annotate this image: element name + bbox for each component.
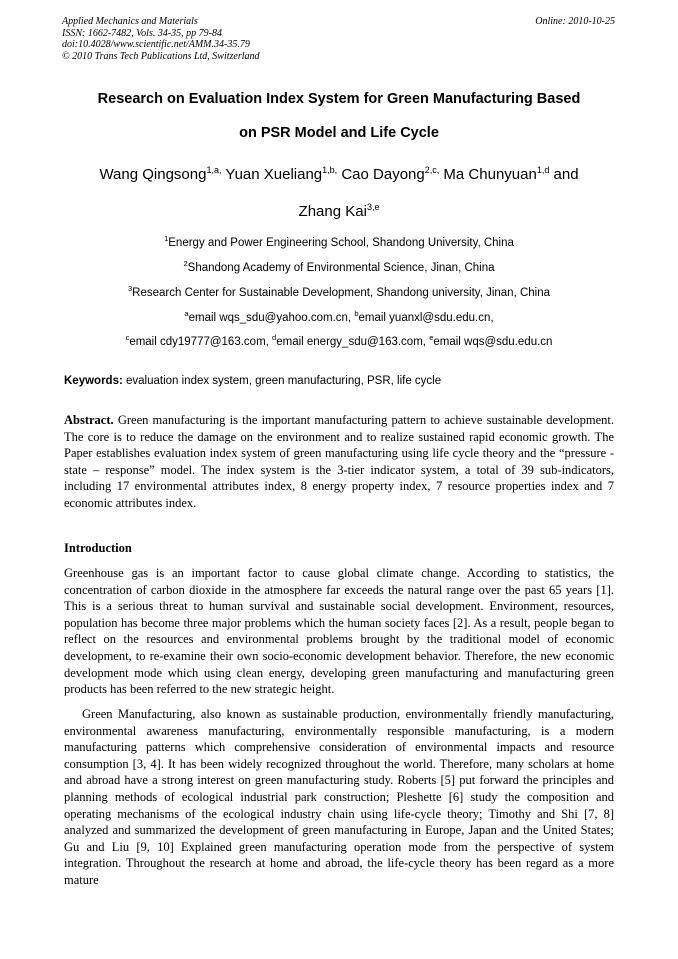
intro-paragraph-1: Greenhouse gas is an important factor to cause global climate change. According to statistics, the concentration of carbon dioxide in the atmosphere far exceeds the natural range over the past 65 years [1]. This is a serious threat to human survival and sustainable social development. Environment, resources, population has become three major problems which the human society faces [2]. As a result, people began to reflect on the resources and environmental problems brought by the traditional model of economic development, to re-examine their own socio-economic development behavior. Therefore, the new economic development mode which using clean energy, developing green manufacturing and manufacturing green products has been referred to the new strategic height. — [64, 566, 614, 697]
keywords-label: Keywords: — [64, 375, 123, 387]
affiliation-mark: 3 — [127, 284, 133, 293]
email-text: email energy_sdu@163.com, — [276, 336, 426, 348]
author-list-line-2 — [40, 203, 638, 220]
email-text: email yuanxl@sdu.edu.cn, — [358, 312, 494, 324]
journal-name: Applied Mechanics and Materials — [62, 16, 198, 27]
doi-line: doi:10.4028/www.scientific.net/AMM.34-35.79 — [62, 39, 250, 50]
author-name: Cao Dayong — [341, 166, 425, 183]
email-mark: a — [184, 309, 189, 318]
affiliation-text: Research Center for Sustainable Development, Shandong university, Jinan, China — [132, 287, 551, 299]
email-mark: b — [354, 309, 359, 318]
intro-paragraph-2: Green Manufacturing, also known as sustainable production, environmentally friendly manufacturing, environmental awareness manufacturing, environmentally responsible manufacturing, is a modern manufacturing patterns which comprehensive consideration of environmental impacts and resource consumption [3, 4]. It has been widely recognized throughout the world. Therefore, many scholars at home and abroad have a strong interest on green manufacturing study. Roberts [5] put forward the principles and planning methods of ecological industrial park construction; Pleshette [6] study the composition and operating mechanisms of the ecological industry chain using life-cycle theory; Timothy and Shi [7, 8] analyzed and summarized the development of green manufacturing in Europe, Japan and the United States; Gu and Liu [9, 10] Explained green manufacturing operation mode from the perspective of system integration. Throughout the research at home and abroad, the life-cycle theory has been regard as a more mature — [64, 707, 614, 887]
email-mark: e — [429, 333, 434, 342]
affiliation-mark: 1 — [164, 234, 169, 243]
abstract-label: Abstract. — [64, 413, 114, 427]
abstract — [64, 412, 614, 512]
author-connector: and — [553, 166, 579, 183]
affiliation — [40, 259, 638, 274]
email-mark: d — [272, 333, 277, 342]
email-mark: c — [125, 333, 130, 342]
author-affiliation-mark: 1,a, — [206, 165, 222, 175]
affiliation — [40, 234, 638, 249]
author-affiliation-mark: 2,c, — [424, 165, 440, 175]
email-text: email wqs_sdu@yahoo.com.cn, — [188, 312, 352, 324]
author-affiliation-mark: 3,e — [366, 202, 380, 212]
email-text: email cdy19777@163.com, — [129, 336, 269, 348]
keywords — [64, 375, 614, 387]
author-name: Wang Qingsong — [99, 166, 207, 183]
affiliation-text: Energy and Power Engineering School, Shandong University, China — [168, 237, 514, 249]
abstract-text: Green manufacturing is the important manufacturing pattern to achieve sustainable development. The core is to reduce the damage on the environment and to realize sustained rapid economic growth. The Paper establishes evaluation index system of green manufacturing using life cycle theory and the “pressure - state – response” model. The index system is the 3-tier indicator system, a total of 39 sub-indicators, including 17 environmental attributes index, 8 energy property index, 7 resource properties index and 7 economic attributes index. — [64, 413, 614, 510]
journal-header — [62, 16, 615, 62]
author-affiliation-mark: 1,b, — [322, 165, 338, 175]
email-line-2 — [40, 333, 638, 348]
author-list-line-1 — [40, 166, 638, 183]
email-line-1 — [40, 309, 638, 324]
email-text: email wqs@sdu.edu.cn — [433, 336, 553, 348]
paper-title-line-2: on PSR Model and Life Cycle — [239, 125, 439, 141]
author-name: Yuan Xueliang — [225, 166, 323, 183]
online-date: Online: 2010-10-25 — [535, 16, 615, 27]
affiliation-text: Shandong Academy of Environmental Science, Jinan, China — [187, 262, 495, 274]
author-name: Ma Chunyuan — [443, 166, 537, 183]
author-affiliation-mark: 1,d — [536, 165, 550, 175]
section-heading-introduction: Introduction — [64, 541, 132, 555]
author-name: Zhang Kai — [298, 203, 367, 220]
affiliation-mark: 2 — [183, 259, 188, 268]
copyright-line: © 2010 Trans Tech Publications Ltd, Switzerland — [62, 50, 260, 62]
paper-title-line-1: Research on Evaluation Index System for Green Manufacturing Based — [97, 91, 581, 107]
keywords-text: evaluation index system, green manufacturing, PSR, life cycle — [126, 375, 442, 387]
issn-line: ISSN: 1662-7482, Vols. 34-35, pp 79-84 — [62, 27, 222, 39]
affiliation — [40, 284, 638, 299]
